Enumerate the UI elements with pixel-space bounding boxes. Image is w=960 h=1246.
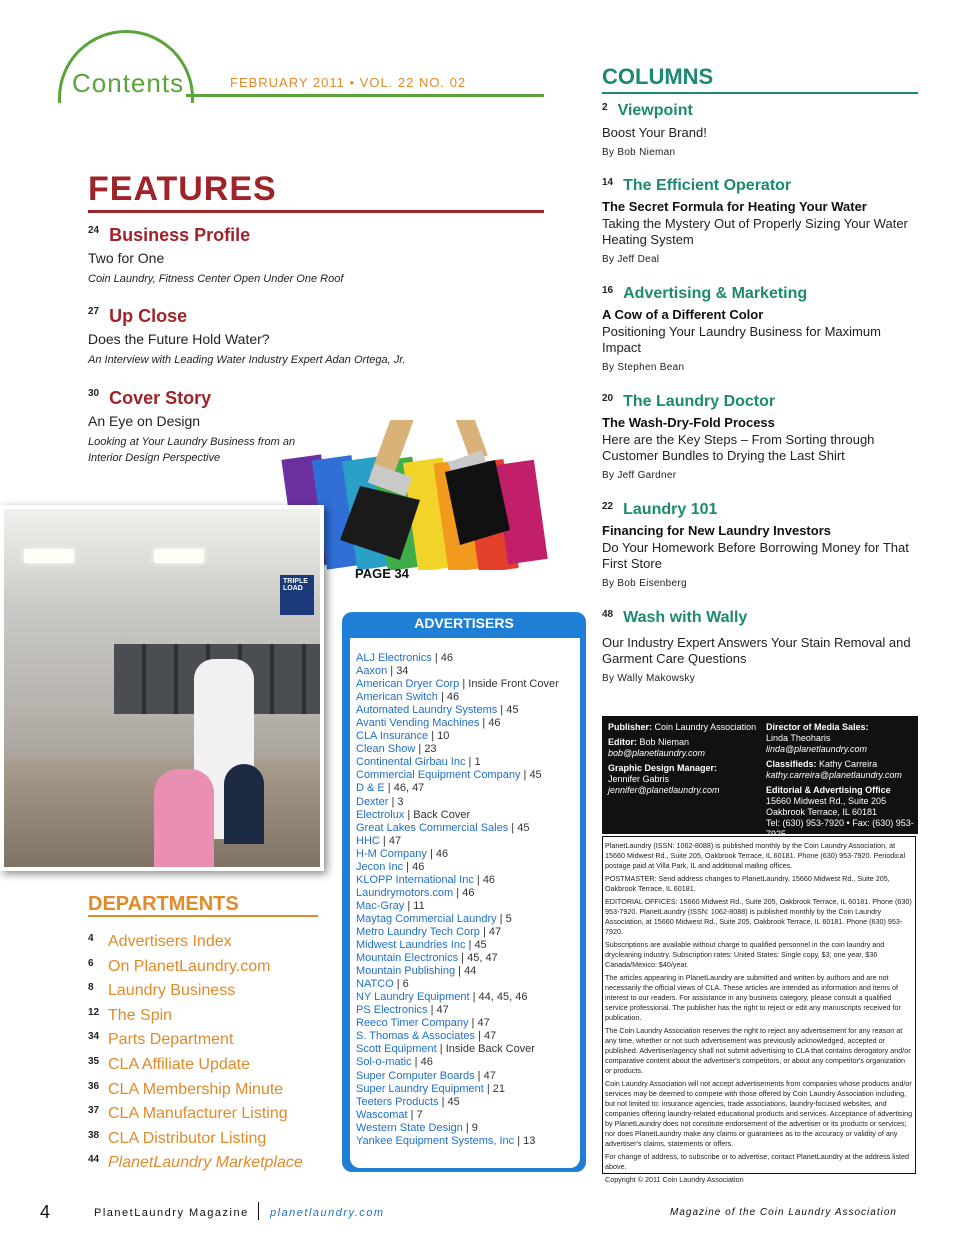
advertiser-pages: 46	[412, 860, 425, 873]
department-label: CLA Distributor Listing	[108, 1129, 267, 1147]
department-page-number: 6	[88, 957, 94, 969]
advertiser-name[interactable]: Aaxon	[356, 665, 388, 678]
advertiser-row[interactable]: American Switch | 46	[356, 691, 460, 704]
advertiser-pages: 46	[435, 847, 449, 860]
advertiser-row[interactable]: NATCO | 6	[356, 978, 409, 991]
advertiser-row[interactable]: Wascomat | 7	[356, 1108, 423, 1121]
masthead-box	[602, 716, 918, 839]
media-sales-label: Director of Media Sales:	[766, 722, 869, 732]
advertiser-pages: 46	[440, 652, 454, 664]
column-byline: By Wally Makowsky	[602, 673, 696, 684]
column-byline: By Bob Eisenberg	[602, 578, 687, 589]
child-figure	[154, 769, 214, 867]
advertiser-row[interactable]: Teeters Products | 45	[356, 1095, 460, 1108]
advertiser-pages: 45	[474, 939, 487, 952]
column-byline: By Jeff Gardner	[602, 470, 677, 481]
department-item[interactable]	[88, 1130, 266, 1148]
advertiser-pages: 47	[484, 1030, 497, 1043]
page-number: 4	[40, 1202, 51, 1222]
department-item[interactable]	[88, 1056, 250, 1074]
legal-paragraph: EDITORIAL OFFICES: 15660 Midwest Rd., Suite 205, Oakbrook Terrace, IL 60181. Phone (630) 953-7920. PlanetLaundry (ISSN: 1062-8088) is published monthly by the Coin Laundry Association, at 15660 Midwest Rd., Suite 205, Oakbrook Terrace, IL 60181. Phone (630) 953-7920.	[605, 897, 912, 936]
column-page-number: 20	[602, 393, 614, 404]
advertiser-row[interactable]: ALJ Electronics | 46	[356, 652, 454, 664]
column-heading: The Efficient Operator	[623, 177, 792, 194]
advertiser-row[interactable]: Mountain Publishing | 44	[356, 965, 477, 978]
department-item[interactable]	[88, 1031, 233, 1049]
feature-page-number: 24	[88, 225, 100, 236]
office-phone: Tel: (630) 953-7920 • Fax: (630) 953-7925	[766, 818, 914, 839]
advertiser-name[interactable]: KLOPP International Inc	[356, 873, 474, 886]
department-item[interactable]	[88, 933, 232, 951]
advertiser-name[interactable]: Clean Show	[356, 743, 416, 756]
design-email[interactable]: jennifer@planetlaundry.com	[608, 785, 720, 795]
column-byline: By Stephen Bean	[602, 362, 685, 373]
advertiser-pages: 46	[446, 691, 460, 704]
advertiser-row[interactable]: Sol-o-matic | 46	[356, 1056, 433, 1069]
column-item[interactable]	[602, 102, 922, 158]
advertiser-name[interactable]: Super Laundry Equipment	[356, 1082, 484, 1095]
advertiser-name[interactable]: Mountain Electronics	[356, 952, 459, 965]
column-page-number: 16	[602, 285, 614, 296]
department-page-number: 4	[88, 933, 94, 944]
department-label: Advertisers Index	[108, 933, 232, 950]
department-page-number: 37	[88, 1105, 100, 1117]
advertiser-row[interactable]: Mac-Gray | 11	[356, 899, 425, 912]
footer-divider	[258, 1202, 259, 1220]
magazine-name: PlanetLaundry Magazine	[94, 1207, 249, 1219]
advertiser-pages: 45	[447, 1095, 460, 1108]
advertiser-pages: 34	[396, 665, 409, 678]
column-item[interactable]	[602, 501, 922, 589]
advertiser-name[interactable]: Reeco Timer Company	[356, 1017, 469, 1030]
triple-load-sign: TRIPLE LOAD	[280, 575, 314, 615]
legal-paragraph: Copyright © 2011 Coin Laundry Association	[605, 1175, 744, 1184]
advertiser-row[interactable]: Clean Show | 23	[356, 743, 437, 756]
advertiser-name[interactable]: Sol-o-matic	[356, 1056, 412, 1069]
column-subtitle: Positioning Your Laundry Business for Maximum Impact	[602, 324, 881, 355]
column-article-title: A Cow of a Different Color	[602, 307, 764, 322]
advertisers-title: ADVERTISERS	[414, 615, 514, 631]
advertiser-pages: 45, 47	[467, 952, 498, 965]
advertiser-pages: Back Cover	[413, 808, 471, 821]
column-page-number: 48	[602, 609, 614, 620]
office-city: Oakbrook Terrace, IL 60181	[766, 807, 878, 817]
advertiser-row[interactable]: Metro Laundry Tech Corp | 47	[356, 925, 502, 938]
feature-item[interactable]	[88, 225, 508, 287]
advertiser-name[interactable]: PS Electronics	[356, 1004, 428, 1017]
advertiser-name[interactable]: H-M Company	[356, 847, 427, 860]
column-heading: Laundry 101	[623, 501, 718, 518]
advertiser-row[interactable]: Dexter | 3	[356, 795, 404, 808]
advertiser-row[interactable]: Maytag Commercial Laundry | 5	[356, 912, 512, 925]
advertiser-pages: 3	[397, 795, 404, 808]
column-page-number: 14	[602, 177, 614, 188]
advertiser-name[interactable]: Midwest Laundries Inc	[356, 939, 466, 952]
advertiser-pages: 46, 47	[393, 782, 425, 795]
advertiser-name[interactable]: D & E	[356, 782, 385, 795]
editor-name: Bob Nieman	[639, 737, 690, 747]
advertiser-name[interactable]: Western State Design	[356, 1121, 463, 1134]
advertiser-name[interactable]: Jecon Inc	[356, 860, 404, 873]
department-page-number: 38	[88, 1129, 100, 1141]
advertiser-row[interactable]: CLA Insurance | 10	[356, 730, 450, 743]
feature-heading: Business Profile	[109, 225, 251, 245]
office-address: 15660 Midwest Rd., Suite 205	[766, 796, 887, 806]
department-page-number: 34	[88, 1031, 100, 1043]
advertiser-row[interactable]: Reeco Timer Company | 47	[356, 1017, 490, 1030]
advertiser-name[interactable]: American Dryer Corp	[356, 678, 460, 691]
feature-description: Coin Laundry, Fitness Center Open Under One Roof	[88, 273, 344, 285]
department-item[interactable]	[88, 1007, 172, 1025]
child-figure	[224, 764, 264, 844]
advertiser-row[interactable]: S. Thomas & Associates | 47	[356, 1030, 497, 1043]
department-label: The Spin	[108, 1006, 173, 1024]
design-label: Graphic Design Manager:	[608, 763, 718, 773]
advertiser-name[interactable]: Super Computer Boards	[356, 1069, 475, 1082]
department-page-number: 8	[88, 982, 94, 994]
advertiser-pages: 47	[483, 1069, 496, 1082]
advertiser-row[interactable]: Super Computer Boards | 47	[356, 1069, 496, 1082]
department-label: Laundry Business	[108, 982, 236, 1000]
department-item[interactable]	[88, 1105, 288, 1123]
column-page-number: 2	[602, 102, 608, 113]
advertiser-row[interactable]: Scott Equipment | Inside Back Cover	[356, 1043, 535, 1056]
legal-paragraph: Subscriptions are available without charge to qualified personnel in the coin laundry and drycleaning industry. Subscription rates: United States: Single copy, $3; one year, $36 Canada/Mexico: $40/year.	[605, 940, 885, 969]
advertiser-row[interactable]: Jecon Inc | 46	[356, 860, 425, 873]
advertiser-pages: 46	[462, 886, 475, 899]
column-heading: Advertising & Marketing	[623, 285, 808, 302]
publisher-name: Coin Laundry Association	[654, 722, 757, 732]
advertiser-pages: 47	[436, 1004, 449, 1017]
advertiser-row[interactable]: Avanti Vending Machines | 46	[356, 717, 501, 730]
advertiser-name[interactable]: Metro Laundry Tech Corp	[356, 925, 480, 938]
advertiser-pages: 7	[416, 1108, 423, 1121]
advertiser-pages: 44	[464, 965, 477, 978]
legal-paragraph: The Coin Laundry Association reserves the right to reject any advertisement for any reason at any time, whether or not such advertisement was previously acknowledged, accepted or published. Advertiser/agency shall not submit advertising to CLA that contains derogatory and/or comparative content about the advertiser's competitors, or about any competitor's organization or products.	[605, 1026, 911, 1075]
column-article-title: The Secret Formula for Heating Your Water	[602, 199, 867, 214]
advertiser-row[interactable]: Aaxon | 34	[356, 665, 409, 678]
advertiser-row[interactable]: Commercial Equipment Company | 45	[356, 769, 542, 782]
department-item[interactable]	[88, 982, 235, 1000]
header-rule	[186, 94, 544, 97]
feature-subtitle: Two for One	[88, 250, 165, 266]
advertiser-pages: 44, 45, 46	[478, 991, 528, 1004]
feature-description: An Interview with Leading Water Industry Expert Adan Ortega, Jr.	[88, 354, 406, 366]
advertiser-name[interactable]: Continental Girbau Inc	[356, 756, 466, 769]
legal-notice-box	[602, 836, 916, 1184]
department-page-number: 12	[88, 1006, 100, 1018]
advertiser-name[interactable]: Maytag Commercial Laundry	[356, 912, 497, 925]
departments-rule	[88, 915, 318, 917]
column-heading: Wash with Wally	[623, 609, 748, 626]
column-subtitle: Our Industry Expert Answers Your Stain Removal and Garment Care Questions	[602, 635, 911, 666]
advertiser-name[interactable]: Mountain Publishing	[356, 965, 456, 978]
column-subtitle: Here are the Key Steps – From Sorting through Customer Bundles to Drying the Last Shirt	[602, 432, 875, 463]
editor-email[interactable]: bob@planetlaundry.com	[608, 748, 706, 758]
departments-title: DEPARTMENTS	[88, 893, 239, 915]
advertiser-pages: 45	[517, 821, 530, 834]
advertiser-row[interactable]: Western State Design | 9	[356, 1121, 478, 1134]
advertiser-pages: 45	[529, 769, 542, 782]
advertiser-name[interactable]: Dexter	[356, 795, 389, 808]
department-label: CLA Affiliate Update	[108, 1056, 251, 1073]
editor-label: Editor:	[608, 737, 637, 747]
advertiser-name[interactable]: Wascomat	[356, 1108, 408, 1121]
advertiser-pages: 46	[482, 873, 496, 886]
department-item[interactable]	[88, 958, 270, 976]
classifieds-name: Kathy Carreira	[819, 759, 878, 769]
advertiser-pages: 46	[488, 717, 501, 730]
advertiser-pages: 10	[437, 730, 450, 743]
advertiser-row[interactable]: HHC | 47	[356, 834, 402, 847]
column-item[interactable]	[602, 609, 922, 684]
column-heading: The Laundry Doctor	[623, 393, 776, 410]
advertiser-pages: 5	[505, 912, 512, 925]
department-page-number: 36	[88, 1080, 100, 1092]
column-item[interactable]	[602, 177, 922, 265]
column-item[interactable]	[602, 393, 922, 481]
feature-heading: Cover Story	[109, 388, 212, 408]
advertiser-row[interactable]: Midwest Laundries Inc | 45	[356, 939, 487, 952]
column-byline: By Jeff Deal	[602, 254, 660, 265]
advertiser-row[interactable]: Super Laundry Equipment | 21	[356, 1082, 506, 1095]
column-page-number: 22	[602, 501, 614, 512]
advertiser-row[interactable]: Laundrymotors.com | 46	[356, 886, 475, 899]
column-subtitle: Boost Your Brand!	[602, 125, 707, 140]
feature-description: Looking at Your Laundry Business from an Interior Design Perspective	[88, 436, 296, 464]
design-name: Jennifer Gabris	[608, 774, 670, 784]
advertiser-row[interactable]: D & E | 46, 47	[356, 782, 425, 795]
advertiser-row[interactable]: Mountain Electronics | 45, 47	[356, 952, 498, 965]
advertiser-pages: 11	[413, 899, 425, 912]
legal-paragraph: PlanetLaundry (ISSN: 1062-8088) is published monthly by the Coin Laundry Association, at 15660 Midwest Rd., Suite 205, Oakbrook Terrace, IL 60181. Phone (630) 953-7920. Periodical postage paid at Villa Park, IL and additional mailing offices.	[605, 841, 906, 870]
advertiser-name[interactable]: Teeters Products	[356, 1095, 439, 1108]
media-sales-email[interactable]: linda@planetlaundry.com	[766, 744, 868, 754]
department-item[interactable]	[88, 1154, 303, 1172]
department-item[interactable]	[88, 1081, 283, 1099]
advertiser-name[interactable]: HHC	[356, 834, 380, 847]
column-subtitle: Do Your Homework Before Borrowing Money for That First Store	[602, 540, 909, 571]
advertiser-name[interactable]: Mac-Gray	[356, 899, 405, 912]
advertiser-name[interactable]: S. Thomas & Associates	[356, 1030, 476, 1043]
advertiser-row[interactable]: Great Lakes Commercial Sales | 45	[356, 821, 530, 834]
advertiser-name[interactable]: ALJ Electronics	[356, 652, 432, 664]
department-label: PlanetLaundry Marketplace	[108, 1154, 303, 1172]
advertiser-pages: 23	[424, 743, 437, 756]
features-title: FEATURES	[88, 170, 277, 208]
feature-subtitle: Does the Future Hold Water?	[88, 331, 270, 347]
features-rule	[88, 210, 544, 213]
advertiser-row[interactable]: Continental Girbau Inc | 1	[356, 756, 481, 769]
issue-info: FEBRUARY 2011 • VOL. 22 NO. 02	[230, 75, 467, 90]
department-page-number: 35	[88, 1056, 100, 1067]
column-heading: Viewpoint	[617, 102, 693, 119]
department-page-number: 44	[88, 1154, 100, 1166]
advertiser-name[interactable]: CLA Insurance	[356, 730, 429, 743]
advertiser-pages: 47	[477, 1017, 490, 1030]
legal-paragraph: Coin Laundry Association will not accept advertisements from companies whose products and/or services may be deemed to compete with those offered by Coin Laundry Association including, but not limited to: insurance agencies, trade associations, laundry-focused websites, and companies offering laundry-related educational products and services. Acceptance of advertising by PlanetLaundry does not constitute endorsement of the advertiser or its products or services; nor does PlanetLaundry make any claims or guarantees as to the accuracy or validity of any advertiser's claims, statements or offers.	[605, 1079, 913, 1148]
advertiser-pages: 21	[492, 1082, 506, 1095]
advertiser-name[interactable]: American Switch	[356, 691, 438, 704]
association-tagline: Magazine of the Coin Laundry Association	[670, 1207, 897, 1218]
advertiser-pages: 6	[402, 978, 409, 991]
feature-page-reference: PAGE 34	[355, 566, 409, 581]
department-label: CLA Membership Minute	[108, 1080, 284, 1098]
columns-title: COLUMNS	[602, 64, 714, 89]
advertiser-name[interactable]: Avanti Vending Machines	[356, 717, 480, 730]
legal-paragraph: For change of address, to subscribe or to advertise, contact PlanetLaundry at the address listed above.	[605, 1152, 910, 1171]
advertisers-list	[356, 652, 584, 1148]
website-link[interactable]: planetlaundry.com	[270, 1207, 385, 1219]
column-byline: By Bob Nieman	[602, 147, 676, 158]
advertiser-pages: 45	[506, 704, 519, 717]
advertiser-name[interactable]: Commercial Equipment Company	[356, 769, 521, 782]
column-article-title: The Wash-Dry-Fold Process	[602, 415, 775, 430]
advertiser-name[interactable]: Electrolux	[356, 808, 405, 821]
advertiser-pages: 46	[420, 1056, 433, 1069]
feature-item[interactable]	[88, 306, 508, 368]
advertiser-pages: 9	[471, 1121, 478, 1134]
advertiser-pages: 1	[474, 756, 481, 769]
advertiser-pages: Inside Back Cover	[445, 1043, 535, 1056]
advertiser-row[interactable]: Yankee Equipment Systems, Inc | 13	[356, 1134, 536, 1147]
advertiser-name[interactable]: NATCO	[356, 978, 394, 991]
column-article-title: Financing for New Laundry Investors	[602, 523, 831, 538]
advertiser-row[interactable]: Electrolux | Back Cover	[356, 808, 471, 821]
advertiser-row[interactable]: Automated Laundry Systems | 45	[356, 704, 519, 717]
advertiser-pages: 47	[488, 925, 502, 938]
advertiser-name[interactable]: Yankee Equipment Systems, Inc	[356, 1134, 515, 1147]
contents-title: Contents	[72, 68, 185, 98]
advertiser-pages: 47	[388, 834, 402, 847]
advertiser-pages: 13	[523, 1134, 536, 1147]
legal-paragraph: POSTMASTER: Send address changes to PlanetLaundry, 15660 Midwest Rd., Suite 205, Oakbrook Terrace, IL 60181.	[605, 874, 890, 893]
advertiser-row[interactable]: NY Laundry Equipment | 44, 45, 46	[356, 991, 528, 1004]
department-label: CLA Manufacturer Listing	[108, 1105, 288, 1123]
advertiser-name[interactable]: Laundrymotors.com	[356, 886, 454, 899]
advertiser-row[interactable]: H-M Company | 46	[356, 847, 449, 860]
advertiser-name[interactable]: Scott Equipment	[356, 1043, 437, 1056]
classifieds-label: Classifieds:	[766, 759, 817, 769]
advertiser-name[interactable]: Great Lakes Commercial Sales	[356, 821, 509, 834]
advertiser-name[interactable]: Automated Laundry Systems	[356, 704, 498, 717]
advertiser-row[interactable]: PS Electronics | 47	[356, 1004, 449, 1017]
feature-page-number: 30	[88, 388, 100, 399]
publisher-label: Publisher:	[608, 722, 653, 732]
feature-page-number: 27	[88, 306, 100, 317]
advertiser-row[interactable]: KLOPP International Inc | 46	[356, 873, 496, 886]
columns-rule	[602, 92, 918, 94]
advertiser-row[interactable]: American Dryer Corp | Inside Front Cover	[356, 678, 559, 691]
laundromat-photo	[0, 505, 324, 871]
advertiser-name[interactable]: NY Laundry Equipment	[356, 991, 470, 1004]
department-label: On PlanetLaundry.com	[108, 957, 271, 975]
feature-heading: Up Close	[109, 306, 188, 326]
advertiser-pages: Inside Front Cover	[468, 678, 559, 691]
legal-paragraph: The articles appearing in PlanetLaundry are submitted and written by authors and are not necessarily the official views of CLA. These articles are intended as information and items of interest to our readers. For assistance in any business category, please consult a qualified service professional. The publisher has the right to reject or edit any manuscripts received for publication.	[605, 973, 901, 1022]
media-sales-name: Linda Theoharis	[766, 733, 831, 743]
feature-subtitle: An Eye on Design	[88, 413, 201, 429]
classifieds-email[interactable]: kathy.carreira@planetlaundry.com	[766, 770, 902, 780]
column-item[interactable]	[602, 285, 922, 373]
department-label: Parts Department	[108, 1031, 234, 1049]
office-label: Editorial & Advertising Office	[766, 785, 891, 795]
column-subtitle: Taking the Mystery Out of Properly Sizing Your Water Heating System	[602, 216, 908, 247]
